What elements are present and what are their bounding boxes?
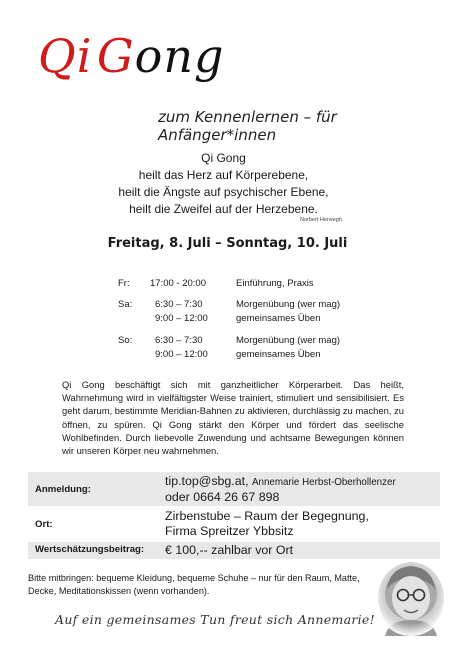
schedule-day: Fr: bbox=[118, 278, 130, 289]
title-letter-g: G bbox=[96, 29, 135, 83]
schedule-time: 9:00 – 12:00 bbox=[155, 313, 208, 324]
poem bbox=[0, 150, 465, 218]
ort-label: Ort: bbox=[35, 519, 53, 530]
signoff: Auf ein gemeinsames Tun freut sich Annemarie! bbox=[55, 612, 375, 627]
poem-author: Norbert Herwegh bbox=[300, 217, 342, 223]
event-date-text: Freitag, 8. Juli – Sonntag, 10. Juli bbox=[107, 236, 348, 251]
anmeldung-value bbox=[165, 474, 396, 505]
flyer-subtitle: zum Kennenlernen – für Anfänger*innen bbox=[158, 108, 337, 144]
poem-line: Qi Gong bbox=[201, 151, 246, 165]
schedule-time: 6:30 – 7:30 bbox=[155, 299, 203, 310]
info-row-anmeldung bbox=[28, 472, 440, 506]
schedule-activity: Morgenübung (wer mag) bbox=[236, 335, 341, 346]
schedule-time: 17:00 - 20:00 bbox=[150, 278, 206, 289]
schedule-activity: Morgenübung (wer mag) bbox=[236, 299, 341, 310]
poem-line: heilt die Zweifel auf der Herzebene. bbox=[129, 202, 318, 216]
schedule-activity: gemeinsames Üben bbox=[236, 313, 321, 324]
event-date bbox=[0, 236, 465, 251]
info-row-beitrag bbox=[28, 542, 440, 559]
description-paragraph: Qi Gong beschäftigt sich mit ganzheitlicher Körperarbeit. Das heißt, Wahrnehmung wird in vielfältigster Weise trainiert, stimuliert und sensibilisiert. Es geht darum, bestimmte Meridian-Bahnen zu aktivieren, durchlässig zu machen, zu öffnen, zu spüren. Qi Gong stärkt den Körper und fördert das seelische Wohlbefinden. Durch liebevolle Zuwendung und achtsame Bewegungen können wir unseren Körper neu wahrnehmen. bbox=[62, 379, 404, 457]
anmeldung-phone: oder 0664 26 67 898 bbox=[165, 490, 280, 504]
ort-line2: Firma Spreitzer Ybbsitz bbox=[165, 524, 294, 538]
schedule-day: Sa: bbox=[118, 299, 133, 310]
portrait-photo bbox=[375, 560, 447, 636]
schedule-day: So: bbox=[118, 335, 133, 346]
poem-line: heilt das Herz auf Körperebene, bbox=[138, 168, 309, 182]
portrait-image bbox=[375, 560, 447, 636]
flyer-title bbox=[38, 28, 298, 88]
bring-note: Bitte mitbringen: bequeme Kleidung, bequeme Schuhe – nur für den Raum, Matte, Decke, Meditationskissen (wenn vorhanden). bbox=[28, 573, 360, 596]
beitrag-label: Wertschätzungsbeitrag: bbox=[35, 544, 145, 555]
schedule-time: 6:30 – 7:30 bbox=[155, 335, 203, 346]
schedule-activity: gemeinsames Üben bbox=[236, 349, 321, 360]
anmeldung-email[interactable]: tip.top@sbg.at, bbox=[165, 474, 249, 488]
beitrag-value: € 100,-- zahlbar vor Ort bbox=[165, 543, 294, 557]
title-word-rest: ong bbox=[134, 29, 225, 83]
ort-line1: Zirbenstube – Raum der Begegnung, bbox=[165, 509, 369, 523]
schedule-time: 9:00 – 12:00 bbox=[155, 349, 208, 360]
schedule-activity: Einführung, Praxis bbox=[236, 278, 314, 289]
ort-value bbox=[165, 509, 369, 539]
anmeldung-name: Annemarie Herbst-Oberhollenzer bbox=[251, 477, 396, 488]
poem-line: heilt die Ängste auf psychischer Ebene, bbox=[118, 185, 329, 199]
anmeldung-label: Anmeldung: bbox=[35, 484, 91, 495]
info-row-ort bbox=[28, 507, 440, 541]
title-word-qi: Qi bbox=[38, 29, 93, 83]
